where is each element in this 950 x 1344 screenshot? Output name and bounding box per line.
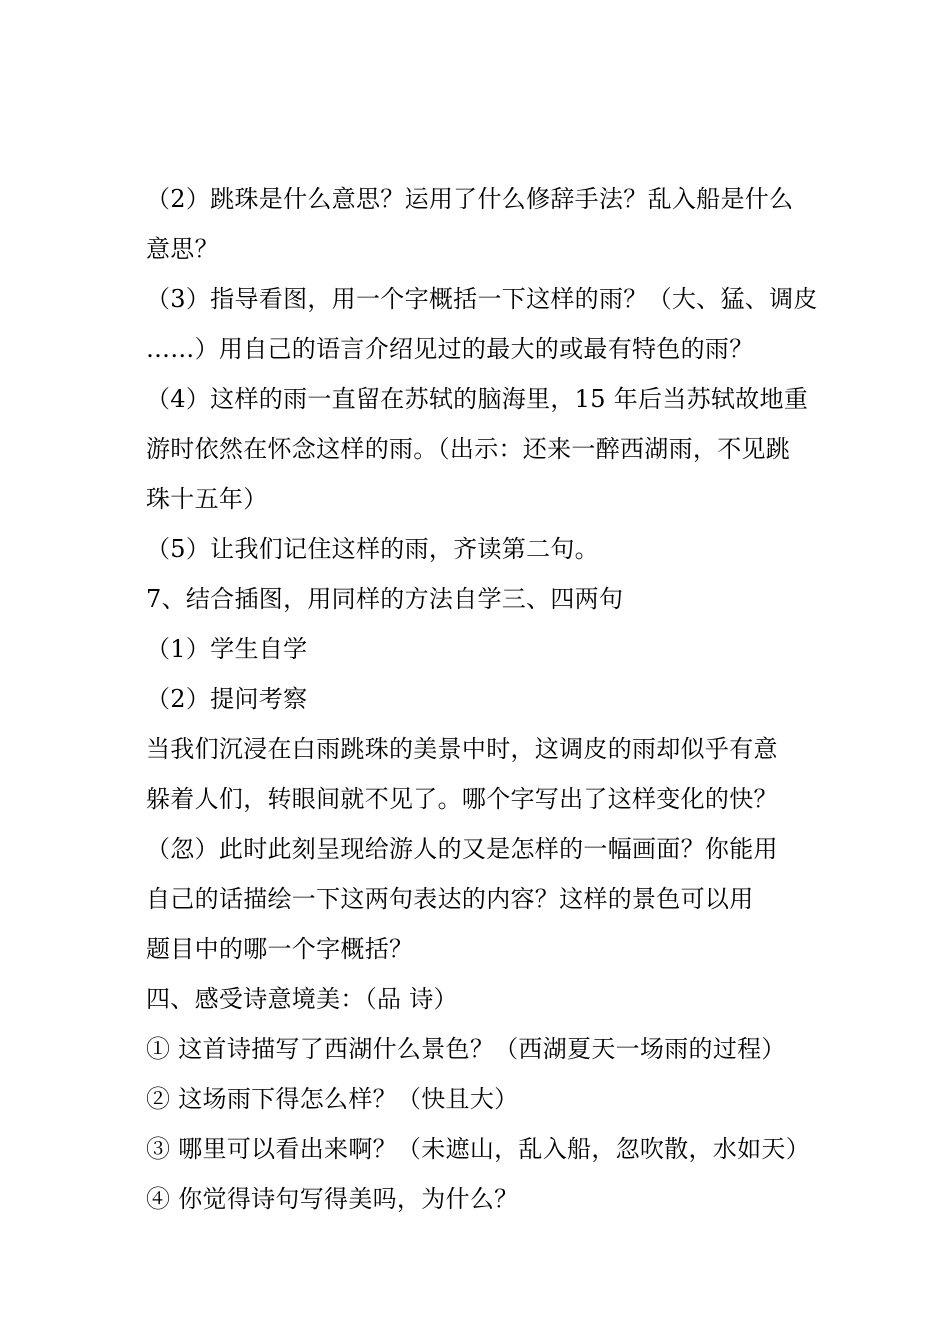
- question-item: ① 这首诗描写了西湖什么景色？（西湖夏天一场雨的过程）: [146, 1035, 786, 1063]
- text-line: 意思？: [146, 235, 219, 263]
- text-line: （4）这样的雨一直留在苏轼的脑海里，15 年后当苏轼故地重: [146, 385, 809, 413]
- section-heading: 7、结合插图，用同样的方法自学三、四两句: [146, 585, 624, 613]
- text-line: （3）指导看图，用一个字概括一下这样的雨？（大、猛、调皮: [146, 285, 818, 313]
- document-body: [146, 174, 816, 1224]
- text-line: 题目中的哪一个字概括？: [146, 935, 414, 963]
- text-line: 当我们沉浸在白雨跳珠的美景中时，这调皮的雨却似乎有意: [146, 735, 778, 763]
- text-line: （2）提问考察: [146, 685, 308, 713]
- question-item: ③ 哪里可以看出来啊？（未遮山，乱入船，忽吹散，水如天）: [146, 1135, 811, 1163]
- text-line: （5）让我们记住这样的雨，齐读第二句。: [146, 535, 599, 563]
- text-line: 躲着人们，转眼间就不见了。哪个字写出了这样变化的快？: [146, 785, 778, 813]
- question-item: ④ 你觉得诗句写得美吗，为什么？: [146, 1185, 519, 1213]
- text-line: 自己的话描绘一下这两句表达的内容？这样的景色可以用: [146, 885, 754, 913]
- text-line: 珠十五年）: [146, 485, 268, 513]
- text-line: ……）用自己的语言介绍见过的最大的或最有特色的雨？: [146, 335, 754, 363]
- text-line: （2）跳珠是什么意思？运用了什么修辞手法？乱入船是什么: [146, 185, 794, 213]
- text-line: （1）学生自学: [146, 635, 308, 663]
- section-heading: 四、感受诗意境美：（品 诗）: [146, 985, 458, 1013]
- text-line: 游时依然在怀念这样的雨。（出示：还来一醉西湖雨，不见跳: [146, 435, 791, 463]
- question-item: ② 这场雨下得怎么样？（快且大）: [146, 1085, 519, 1113]
- text-line: （忽）此时此刻呈现给游人的又是怎样的一幅画面？你能用: [146, 835, 778, 863]
